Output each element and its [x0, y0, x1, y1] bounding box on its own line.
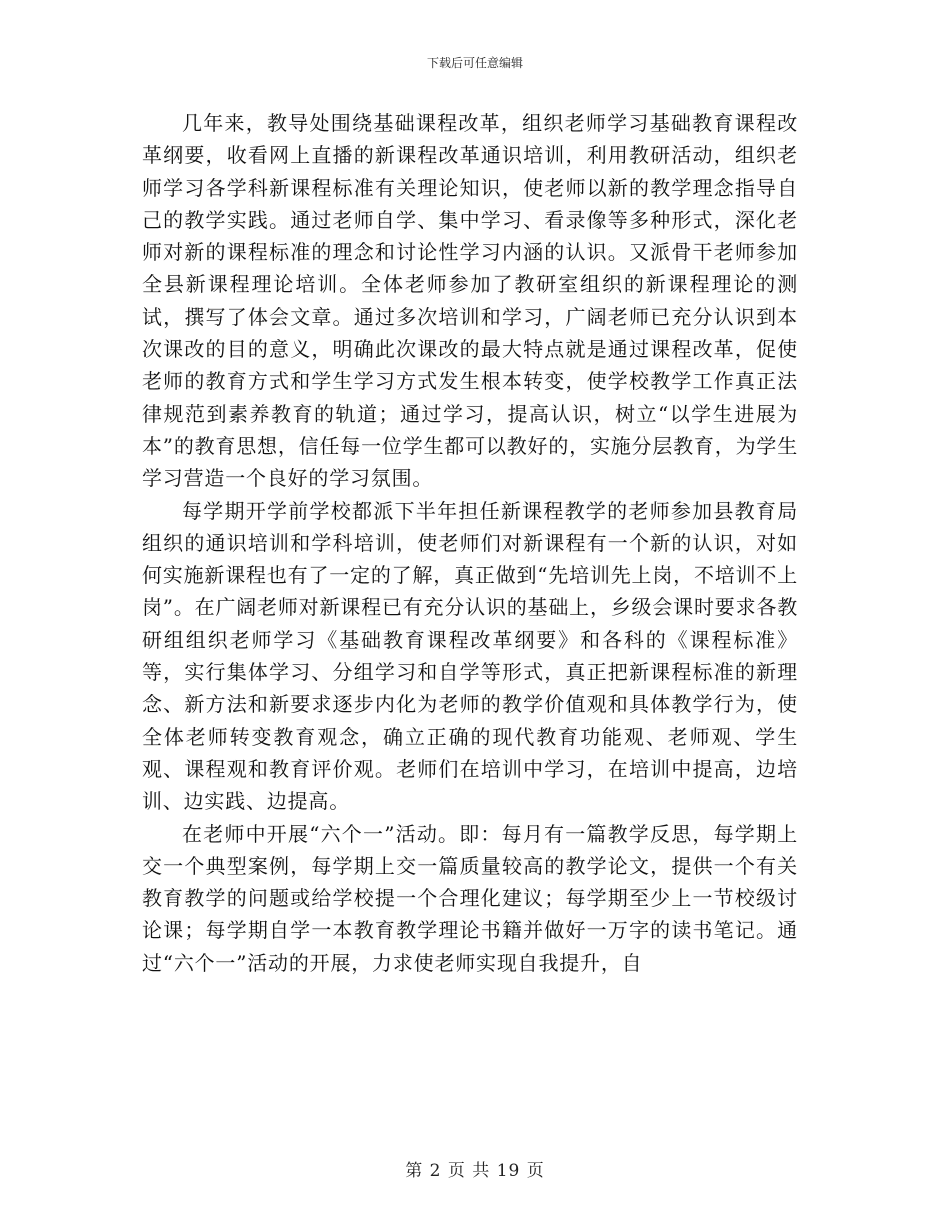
page-footer: 第 2 页 共 19 页 [405, 1161, 545, 1181]
document-body [142, 107, 798, 979]
paragraph-1: 几年来，教导处围绕基础课程改革，组织老师学习基础教育课程改革纲要，收看网上直播的新课程改革通识培训，利用教研活动，组织老师学习各学科新课程标准有关理论知识，使老师以新的教学理念指导自己的教学实践。通过老师自学、集中学习、看录像等多种形式，深化老师对新的课程标准的理念和讨论性学习内涵的认识。又派骨干老师参加全县新课程理论培训。全体老师参加了教研室组织的新课程理论的测试，撰写了体会文章。通过多次培训和学习，广阔老师已充分认识到本次课改的目的意义，明确此次课改的最大特点就是通过课程改革，促使老师的教育方式和学生学习方式发生根本转变，使学校教学工作真正法律规范到素养教育的轨道；通过学习，提高认识，树立“以学生进展为本”的教育思想，信任每一位学生都可以教好的，实施分层教育，为学生学习营造一个良好的学习氛围。 [142, 111, 798, 491]
paragraph-2: 每学期开学前学校都派下半年担任新课程教学的老师参加县教育局组织的通识培训和学科培训，使老师们对新课程有一个新的认识，对如何实施新课程也有了一定的了解，真正做到“先培训先上岗，不培训不上岗”。在广阔老师对新课程已有充分认识的基础上，乡级会课时要求各教研组组织老师学习《基础教育课程改革纲要》和各科的《课程标准》等，实行集体学习、分组学习和自学等形式，真正把新课程标准的新理念、新方法和新要求逐步内化为老师的教学价值观和具体教学行为，使全体老师转变教育观念，确立正确的现代教育功能观、老师观、学生观、课程观和教育评价观。老师们在培训中学习，在培训中提高，边培训、边实践、边提高。 [142, 498, 798, 814]
page-header: 下载后可任意编辑 [426, 56, 523, 70]
paragraph-3: 在老师中开展“六个一”活动。即：每月有一篇教学反思，每学期上交一个典型案例，每学期上交一篇质量较高的教学论文，提供一个有关教育教学的问题或给学校提一个合理化建议；每学期至少上一节校级讨论课；每学期自学一本教育教学理论书籍并做好一万字的读书笔记。通过“六个一”活动的开展，力求使老师实现自我提升，自 [142, 821, 798, 975]
